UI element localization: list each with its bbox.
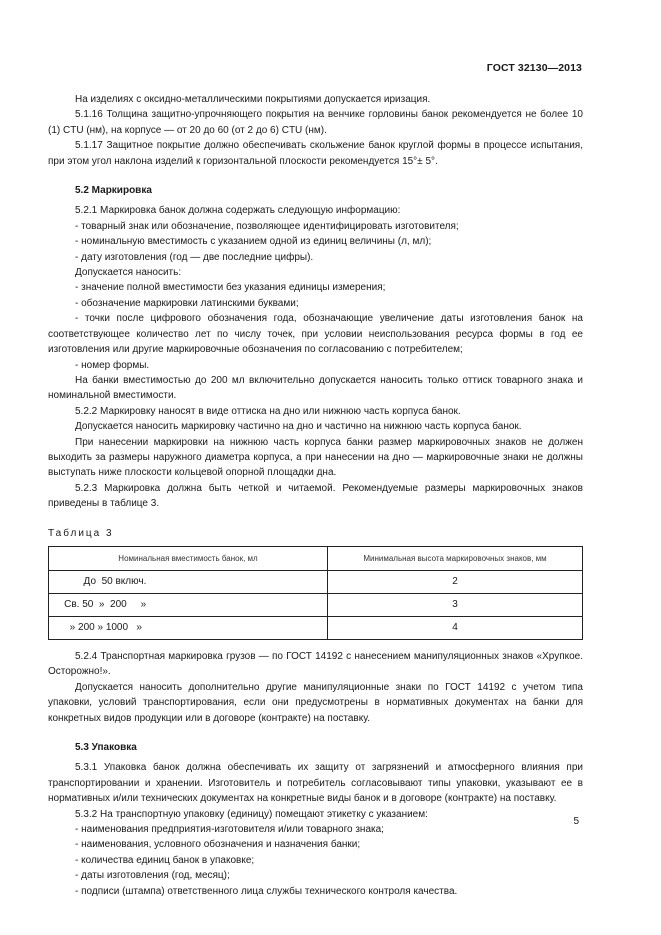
table-cell-capacity: Св. 50 » 200 » — [49, 593, 328, 616]
paragraph: На банки вместимостью до 200 мл включительно допускается наносить только оттиск товарного знака и номинальной вместимости. — [48, 374, 583, 402]
list-item: - количества единиц банок в упаковке; — [75, 854, 255, 866]
paragraph: 5.1.16 Толщина защитно-упрочняющего покрытия на венчике горловины банок рекомендуется не более 10 (1) CTU (нм), на корпусе — от 20 до 60 (от 2 до 6) CTU (нм). — [48, 109, 583, 136]
paragraph: При нанесении маркировки на нижнюю часть корпуса банки размер маркировочных знаков не должен выходить за размеры наружного диаметра корпуса, а при нанесении на дно — маркировочные знаки не должны выступать ниже плоскости кольцевой опорной площадки дна. — [48, 436, 583, 479]
paragraph: 5.1.17 Защитное покрытие должно обеспечивать скольжение банок круглой формы в процессе испытания, при этом угол наклона изделий к горизонтальной плоскости рекомендуется 15°± 5°. — [48, 140, 583, 167]
page-number: 5 — [573, 816, 579, 827]
list-item: - номинальную вместимость с указанием одной из единиц величины (л, мл); — [75, 236, 432, 248]
paragraph: Допускается наносить: — [75, 267, 182, 279]
document-number: ГОСТ 32130—2013 — [486, 62, 582, 74]
table-caption: Таблица 3 — [48, 527, 114, 539]
list-item: - товарный знак или обозначение, позволяющее идентифицировать изготовителя; — [75, 220, 459, 232]
table-cell-mark-height: 2 — [328, 570, 583, 593]
table-row — [49, 570, 583, 593]
table-header-row — [49, 546, 583, 570]
table-row — [49, 616, 583, 639]
document-body — [48, 92, 583, 899]
table-header-mark-height: Минимальная высота маркировочных знаков, мм — [328, 546, 583, 570]
paragraph: На изделиях с оксидно-металлическими покрытиями допускается иризация. — [75, 94, 431, 105]
paragraph: Допускается наносить маркировку частично на дно и частично на нижнюю часть корпуса банок. — [75, 421, 522, 433]
list-item: - точки после цифрового обозначения года, обозначающие увеличение даты изготовления банок на соответствующее количество лет по числу точек, при условии неиспользования ресурса формы в год ее изготовления или другие маркировочные обозначения по согласованию с потребителем; — [48, 313, 583, 356]
text-section-packaging — [48, 649, 583, 899]
table-cell-capacity: » 200 » 1000 » — [49, 616, 328, 639]
section-heading: 5.3 Упаковка — [75, 742, 137, 753]
table-row — [49, 593, 583, 616]
table-cell-capacity: До 50 включ. — [49, 570, 328, 593]
table-cell-mark-height: 3 — [328, 593, 583, 616]
list-item: - подписи (штампа) ответственного лица службы технического контроля качества. — [75, 885, 458, 897]
marking-size-table — [48, 546, 583, 640]
paragraph: Допускается наносить дополнительно другие манипуляционные знаки по ГОСТ 14192 с учетом типа упаковки, условий транспортирования, если они предусмотрены в нормативных документах на банки для конкретных видов продукции или в договоре (контракте) на поставку. — [48, 681, 583, 724]
list-item: - обозначение маркировки латинскими буквами; — [75, 297, 299, 309]
table-header-capacity: Номинальная вместимость банок, мл — [49, 546, 328, 570]
list-item: - номер формы. — [75, 359, 150, 371]
section-heading: 5.2 Маркировка — [75, 185, 152, 197]
list-item: - дату изготовления (год — две последние цифры). — [75, 251, 314, 263]
list-item: - наименования предприятия-изготовителя и/или товарного знака; — [75, 824, 384, 836]
list-item: - значение полной вместимости без указания единицы измерения; — [75, 282, 386, 294]
paragraph: 5.2.4 Транспортная маркировка грузов — по ГОСТ 14192 с нанесением манипуляционных знаков «Хрупкое. Осторожно!». — [48, 650, 583, 678]
paragraph: 5.3.2 На транспортную упаковку (единицу) помещают этикетку с указанием: — [75, 808, 428, 820]
paragraph: 5.2.1 Маркировка банок должна содержать следующую информацию: — [75, 205, 401, 217]
list-item: - наименования, условного обозначения и назначения банки; — [75, 839, 361, 851]
table-cell-mark-height: 4 — [328, 616, 583, 639]
text-section-marking — [48, 92, 583, 512]
paragraph: 5.2.3 Маркировка должна быть четкой и читаемой. Рекомендуемые размеры маркировочных знаков приведены в таблице 3. — [48, 482, 583, 510]
list-item: - даты изготовления (год, месяц); — [75, 870, 230, 882]
paragraph: 5.2.2 Маркировку наносят в виде оттиска на дно или нижнюю часть корпуса банок. — [75, 405, 461, 417]
paragraph: 5.3.1 Упаковка банок должна обеспечивать их защиту от загрязнений и атмосферного влияния при транспортировании и хранении. Изготовитель и потребитель согласовывают типы упаковки, указывают ее в нормативных и/или технических документах на конкретные виды банок и в договоре (контракте) на поставку. — [48, 762, 583, 805]
